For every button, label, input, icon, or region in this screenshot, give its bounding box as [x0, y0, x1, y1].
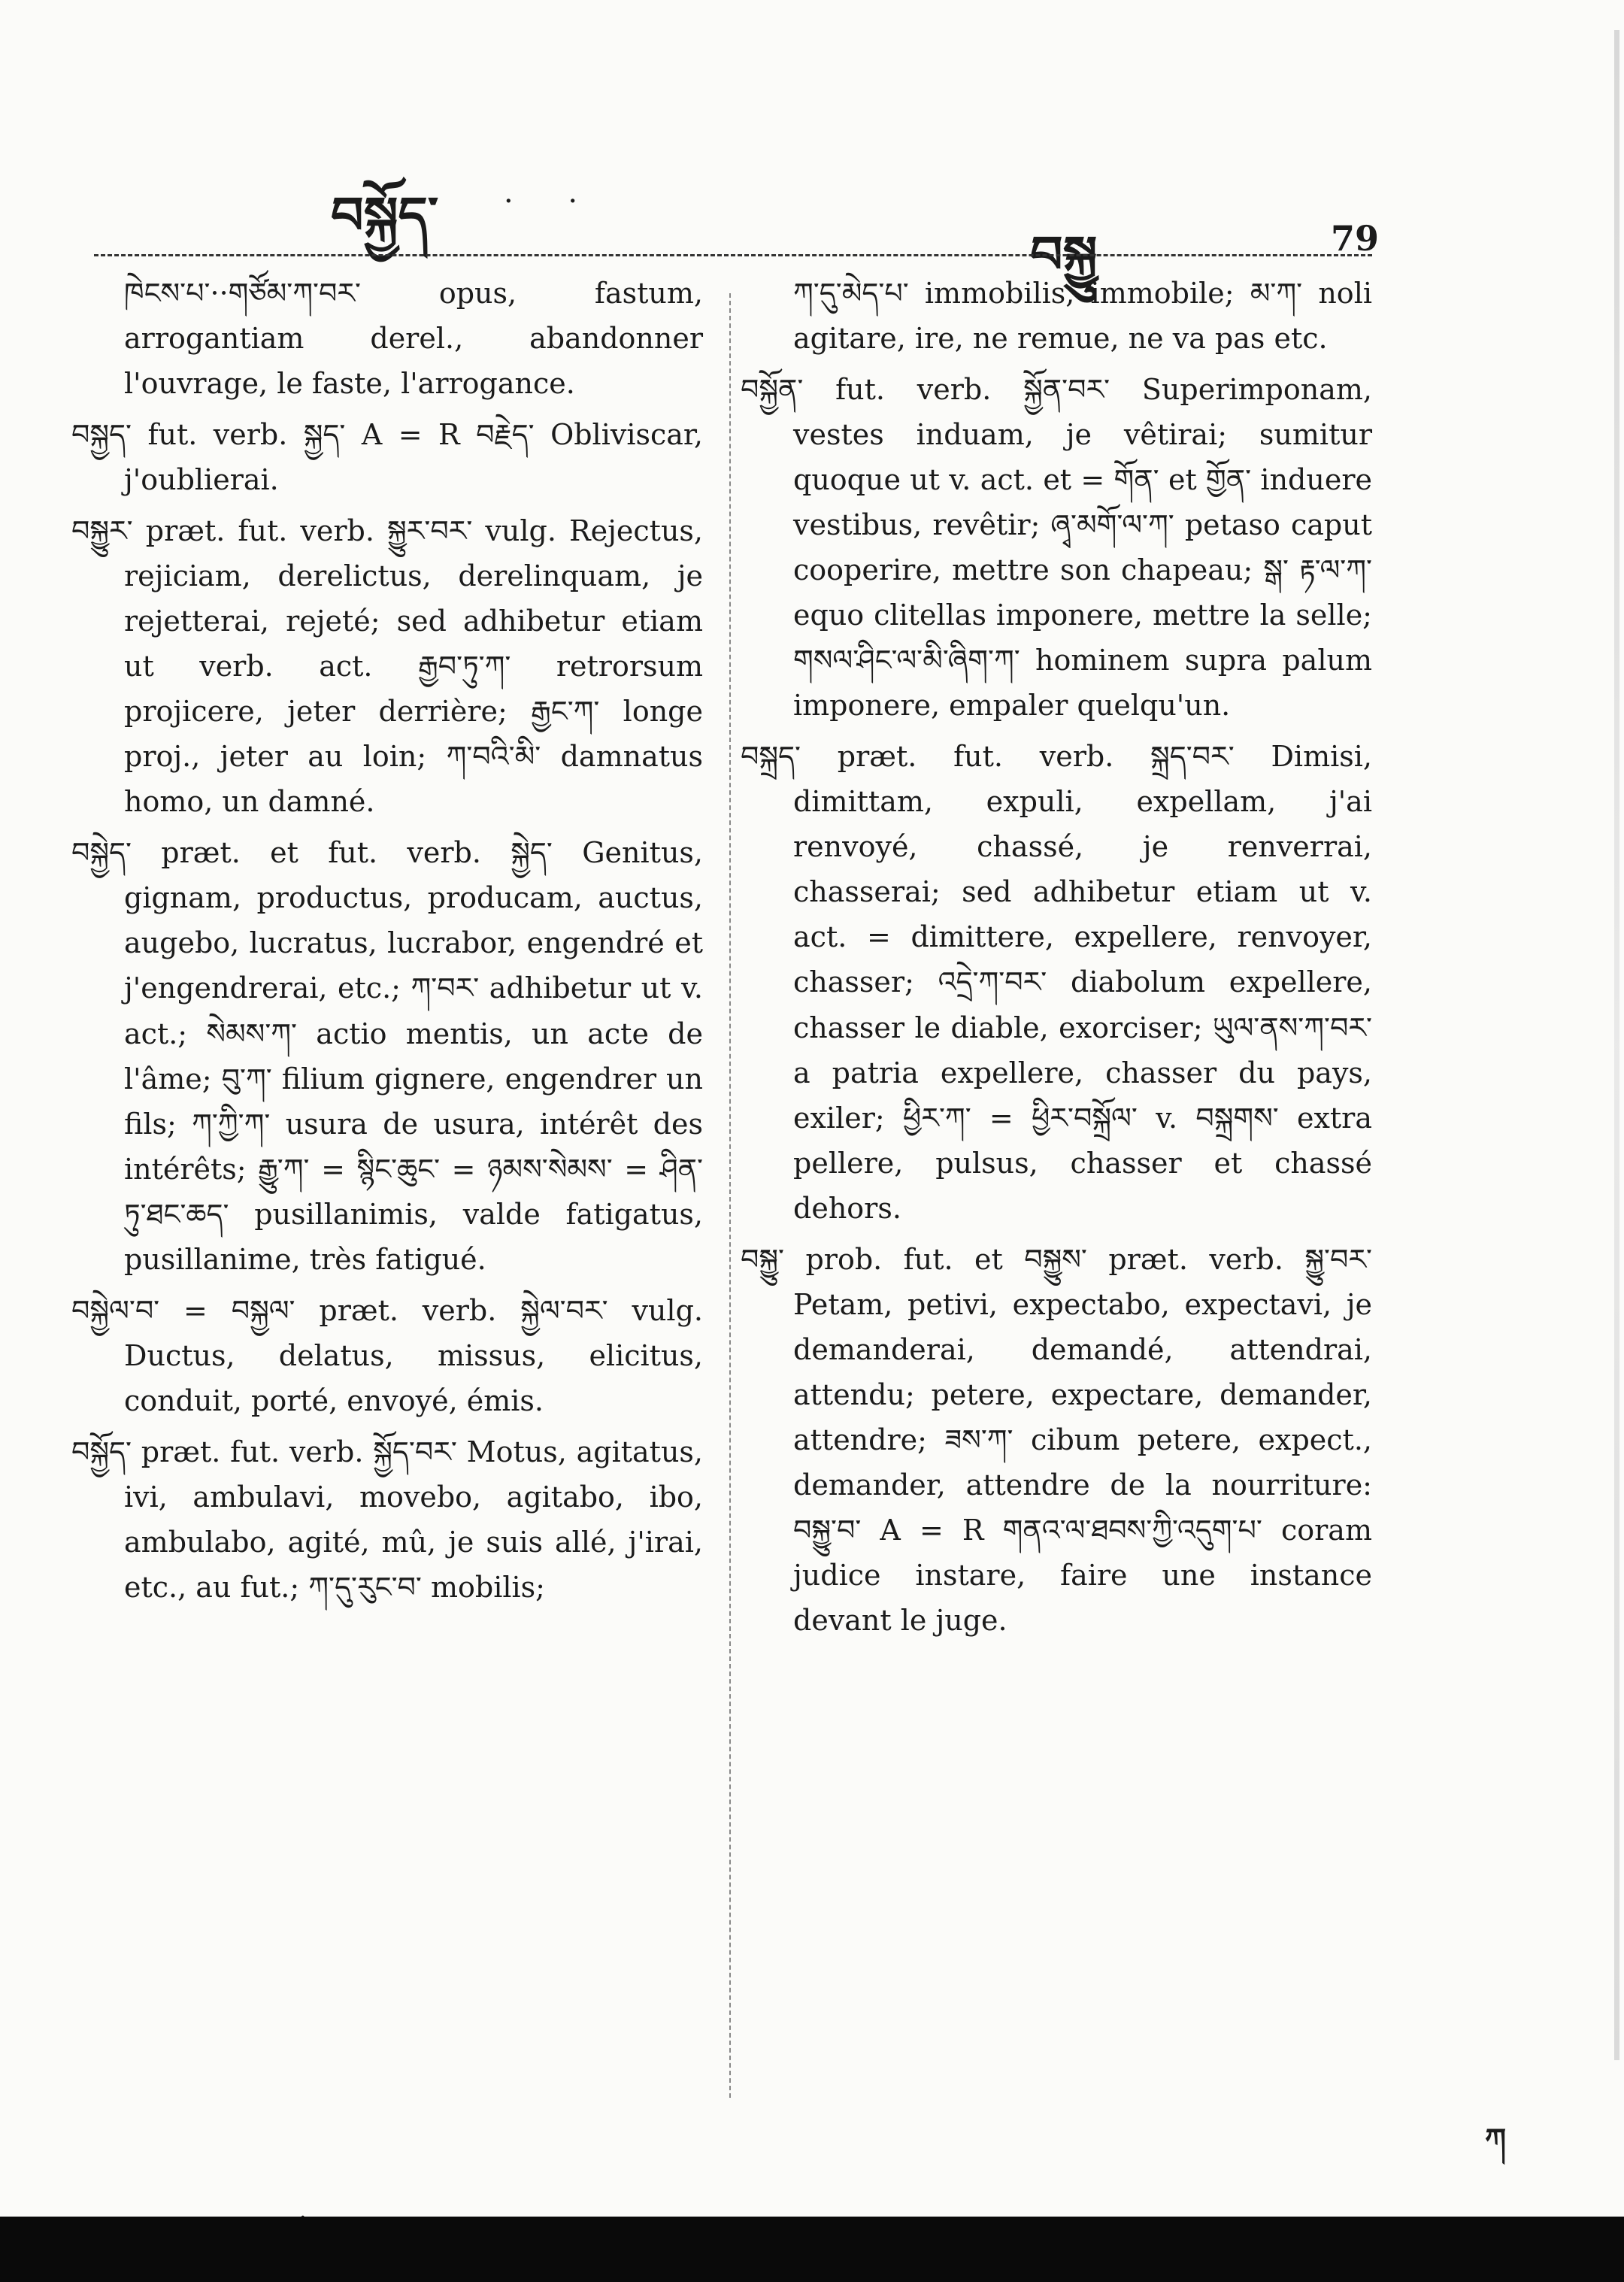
corner-mark: ཀ [1485, 2122, 1507, 2157]
running-head-left: བསྐྱོད་ [331, 186, 439, 246]
dictionary-entry: བསྐྱེལ་བ་ = བསྐྱལ་ præt. verb. སྐྱེལ་བར་ vulg. Ductus, delatus, missus, elicitus, conduit, porté, envoyé, émis. [71, 1293, 703, 1417]
header-rule [94, 254, 1372, 256]
dictionary-entry: བསྐྱད་ fut. verb. སྐྱད་ A = R བརྗེད་ Obliviscar, j'oublierai. [71, 418, 703, 497]
right-column [741, 271, 1372, 1649]
dictionary-entry: བསྐྱུ་ prob. fut. et བསྐྱུས་ præt. verb. སྐྱུ་བར་ Petam, petivi, expectabo, expectavi, je demanderai, demandé, attendrai, attendu; petere, expectare, demander, attendre; ཟས་ཀ་ cibum petere, expect., demander, attendre de la nourriture: བསྐྱུ་བ་ A = R གནའ་ལ་ཐབས་ཀྱི་འདུག་པ་ coram judice instare, faire une instance devant le juge. [741, 1242, 1372, 1637]
dictionary-entry: བསྐྱོན་ fut. verb. སྐྱོན་བར་ Superimponam, vestes induam, je vêtirai; sumitur quoque ut v. act. et = གོན་ et གྱོན་ induere vestibus, revêtir; ཞྭ་མགོ་ལ་ཀ་ petaso caput cooperire, mettre son chapeau; སྒ་ རྟ་ལ་ཀ་ equo clitellas imponere, mettre la selle; གསལ་ཤིང་ལ་མི་ཞིག་ཀ་ hominem supra palum imponere, empaler quelqu'un. [741, 373, 1372, 723]
dictionary-entry: ཀ་དུ་མེད་པ་ immobilis, immobile; མ་ཀ་ noli agitare, ire, ne remue, ne va pas etc. [793, 277, 1372, 356]
header-dots: · · [504, 184, 601, 219]
dictionary-entry: ཁེངས་པ་··གཙོམ་ཀ་བར་ opus, fastum, arrogantiam derel., abandonner l'ouvrage, le faste, l'arrogance. [124, 277, 703, 401]
left-column [71, 271, 703, 1616]
dictionary-entry: བསྐྱོད་ præt. fut. verb. སྐྱོད་བར་ Motus, agitatus, ivi, ambulavi, movebo, agitabo, ibo, ambulabo, agité, mû, je suis allé, j'irai, etc., au fut.; ཀ་དུ་རུང་བ་ mobilis; [71, 1435, 703, 1604]
column-divider [729, 293, 731, 2098]
dictionary-entry: བསྐྱེད་ præt. et fut. verb. སྐྱེད་ Genitus, gignam, productus, producam, auctus, augebo, lucratus, lucrabor, engendré et j'engendrerai, etc.; ཀ་བར་ adhibetur ut v. act.; སེམས་ཀ་ actio mentis, un acte de l'âme; བུ་ཀ་ filium gignere, engendrer un fils; ཀ་ཀྱི་ཀ་ usura de usura, intérêt des intérêts; རྒྱུ་ཀ་ = སྙིང་ཆུང་ = ཉམས་སེམས་ = ཤིན་ཏུ་ཐང་ཆད་ pusillanimis, valde fatigatus, pusillanime, très fatigué. [71, 836, 703, 1276]
dictionary-entry: བསྐྲད་ præt. fut. verb. སྐྲད་བར་ Dimisi, dimittam, expuli, expellam, j'ai renvoyé, chassé, je renverrai, chasserai; sed adhibetur etiam ut v. act. = dimittere, expellere, renvoyer, chasser; འདྲེ་ཀ་བར་ diabolum expellere, chasser le diable, exorciser; ཡུལ་ནས་ཀ་བར་ a patria expellere, chasser du pays, exiler; ཕྱིར་ཀ་ = ཕྱིར་བསྐྲོལ་ v. བསྐྲགས་ extra pellere, pulsus, chasser et chassé dehors. [741, 740, 1372, 1225]
page-number: 79 [1331, 218, 1380, 259]
scan-edge-streak [1614, 30, 1619, 2060]
running-head-right: བསྐྱུ [1030, 225, 1098, 285]
scan-bottom-bar [0, 2217, 1624, 2282]
dictionary-entry: བསྐྱུར་ præt. fut. verb. སྐྱུར་བར་ vulg. Rejectus, rejiciam, derelictus, derelinquam, je rejetterai, rejeté; sed adhibetur etiam ut verb. act. རྒྱབ་ཏུ་ཀ་ retrorsum projicere, jeter derrière; རྒྱང་ཀ་ longe proj., jeter au loin; ཀ་བའི་མི་ damnatus homo, un damné. [71, 514, 703, 819]
